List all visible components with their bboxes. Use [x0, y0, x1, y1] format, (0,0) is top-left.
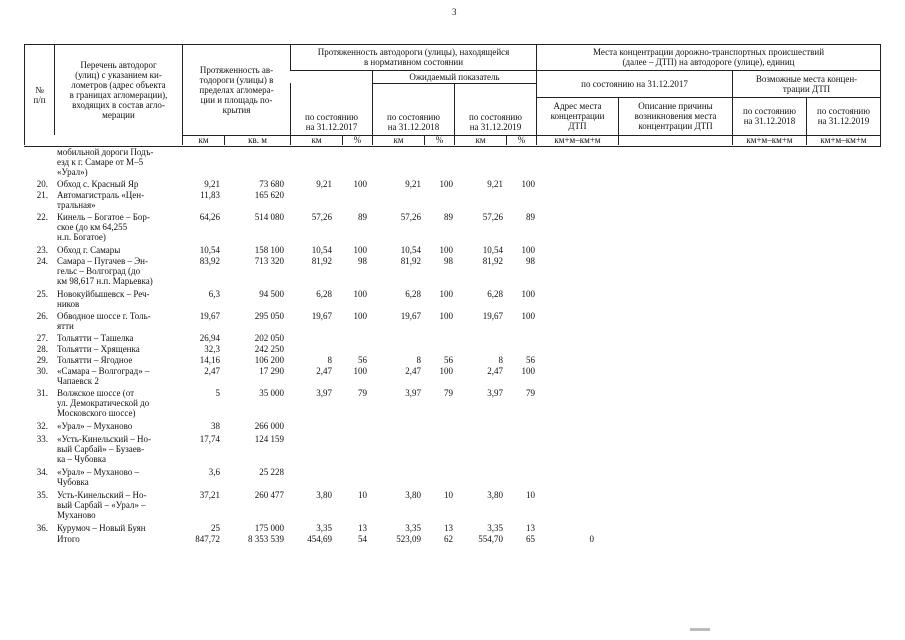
table-row — [24, 523, 880, 534]
normative-pct-2017: 79 — [358, 388, 367, 398]
expected-pct-2019: 100 — [521, 179, 535, 189]
area-sqm: 713 320 — [254, 256, 284, 266]
length-km: 25 — [211, 523, 220, 533]
normative-pct-2017: 10 — [358, 490, 367, 500]
area-sqm: 266 000 — [254, 421, 284, 431]
area-sqm: 158 100 — [254, 245, 284, 255]
road-name: Автомагистраль «Цен- тральная» — [57, 190, 145, 210]
expected-pct-2019: 98 — [526, 256, 535, 266]
table-row — [24, 490, 880, 523]
normative-pct-2017: 100 — [353, 289, 367, 299]
expected-pct-2019: 100 — [521, 289, 535, 299]
length-km: 5 — [215, 388, 220, 398]
unit-pct-2017: % — [342, 135, 372, 145]
expected-pct-2018: 89 — [444, 212, 453, 222]
normative-km-2017: 8 — [327, 355, 332, 365]
normative-km-2017: 10,54 — [311, 245, 332, 255]
table-row — [24, 190, 880, 212]
header-reason: Описание причины возникновения места концентрации ДТП — [618, 97, 732, 135]
normative-km-2017: 3,80 — [316, 490, 332, 500]
normative-pct-2017: 100 — [353, 245, 367, 255]
road-name: «Урал» – Муханово – Чубовка — [57, 467, 140, 487]
area-sqm: 106 200 — [254, 355, 284, 365]
expected-pct-2019: 13 — [526, 523, 535, 533]
expected-km-2018: 6,28 — [405, 289, 421, 299]
area-sqm: 25 228 — [259, 467, 284, 477]
unit-pct-2019: % — [506, 135, 536, 145]
area-sqm: 260 477 — [254, 490, 284, 500]
normative-km-2017: 19,67 — [311, 311, 332, 321]
expected-pct-2018: 100 — [439, 366, 453, 376]
header-idx: № п/п — [24, 44, 54, 145]
road-name: Самара – Пугачев – Эн- гельс – Волгоград (до км 98,617 н.п. Марьевка) — [57, 256, 153, 286]
normative-km-2017: 2,47 — [316, 366, 332, 376]
expected-pct-2018: 100 — [439, 245, 453, 255]
road-name: Тольятти – Ягодное — [57, 355, 133, 365]
expected-pct-2018: 10 — [444, 490, 453, 500]
header-2017: по состоянию на 31.12.2017 — [290, 83, 372, 135]
length-km: 11,83 — [200, 190, 220, 200]
table-header — [24, 44, 880, 147]
total-row — [24, 534, 880, 546]
road-name: «Урал» – Муханово — [57, 421, 133, 431]
normative-pct-2017: 54 — [358, 534, 367, 544]
expected-km-2019: 8 — [498, 355, 503, 365]
expected-km-2019: 10,54 — [482, 245, 503, 255]
area-sqm: 202 050 — [254, 333, 284, 343]
road-name: Тольятти – Хрященка — [57, 344, 140, 354]
normative-km-2017: 57,26 — [311, 212, 332, 222]
unit-km-2018: км — [372, 135, 424, 145]
expected-pct-2018: 79 — [444, 388, 453, 398]
road-name: мобильной дороги Подъ- езд к г. Самаре от М–5 «Урал») — [57, 147, 154, 177]
expected-km-2019: 81,92 — [482, 256, 503, 266]
road-name: Волжское шоссе (от ул. Демократической до Московского шоссе) — [57, 388, 150, 418]
expected-pct-2018: 100 — [439, 179, 453, 189]
row-number: 29. — [36, 355, 48, 365]
unit-km-2017: км — [290, 135, 342, 145]
row-number: 33. — [36, 434, 48, 444]
table-row — [24, 434, 880, 467]
roads-table — [24, 44, 880, 546]
header-address: Адрес места концентрации ДТП — [536, 97, 618, 135]
expected-pct-2018: 56 — [444, 355, 453, 365]
table-row — [24, 289, 880, 311]
unit-address: км+м–км+м — [536, 135, 618, 145]
unit-km-length: км — [182, 135, 224, 145]
area-sqm: 295 050 — [254, 311, 284, 321]
table-row — [24, 212, 880, 245]
road-name: Курумоч – Новый Буян — [57, 523, 146, 533]
length-km: 37,21 — [199, 490, 220, 500]
table-row — [24, 245, 880, 256]
row-number: 20. — [36, 179, 48, 189]
expected-km-2018: 8 — [416, 355, 421, 365]
expected-pct-2019: 56 — [526, 355, 535, 365]
length-km: 19,67 — [199, 311, 220, 321]
row-number: 36. — [36, 523, 48, 533]
expected-km-2018: 3,35 — [405, 523, 421, 533]
table-row — [24, 388, 880, 421]
length-km: 9,21 — [204, 179, 220, 189]
length-km: 83,92 — [199, 256, 220, 266]
road-name: «Усть-Кинельский – Но- вый Сарбай» – Бузаев- ка – Чубовка — [57, 434, 152, 464]
normative-pct-2017: 56 — [358, 355, 367, 365]
unit-sqm: кв. м — [224, 135, 290, 145]
header-expected: Ожидаемый показатель — [372, 70, 536, 83]
expected-pct-2019: 100 — [521, 311, 535, 321]
expected-km-2019: 3,80 — [487, 490, 503, 500]
normative-km-2017: 6,28 — [316, 289, 332, 299]
row-number: 30. — [36, 366, 48, 376]
header-dtp: Места концентрации дорожно-транспортных происшествий (далее – ДТП) на автодороге (улице), единиц — [536, 44, 880, 70]
length-km: 17,74 — [199, 434, 220, 444]
expected-pct-2018: 62 — [444, 534, 453, 544]
table-row — [24, 179, 880, 190]
normative-pct-2017: 100 — [353, 179, 367, 189]
road-name: Итого — [57, 534, 80, 544]
expected-pct-2019: 65 — [526, 534, 535, 544]
expected-pct-2019: 89 — [526, 212, 535, 222]
length-km: 2,47 — [204, 366, 220, 376]
expected-km-2018: 2,47 — [405, 366, 421, 376]
length-km: 847,72 — [195, 534, 220, 544]
normative-km-2017: 9,21 — [316, 179, 332, 189]
expected-km-2019: 554,70 — [478, 534, 503, 544]
page-number: 3 — [452, 7, 457, 17]
unit-possible-2018: км+м–км+м — [732, 135, 806, 145]
area-sqm: 73 680 — [259, 179, 284, 189]
table-row — [24, 366, 880, 388]
road-name: Тольятти – Ташелка — [57, 333, 134, 343]
area-sqm: 124 159 — [254, 434, 284, 444]
table-row — [24, 355, 880, 366]
expected-pct-2018: 100 — [439, 289, 453, 299]
area-sqm: 8 353 539 — [248, 534, 284, 544]
length-km: 38 — [211, 421, 220, 431]
unit-pct-2018: % — [424, 135, 454, 145]
scan-mark — [690, 628, 710, 631]
row-number: 26. — [36, 311, 48, 321]
row-number: 24. — [36, 256, 48, 266]
road-name: Новокуйбышевск – Реч- ников — [57, 289, 150, 309]
length-km: 32,3 — [204, 344, 220, 354]
row-number: 32. — [36, 421, 48, 431]
expected-km-2018: 9,21 — [405, 179, 421, 189]
expected-pct-2018: 98 — [444, 256, 453, 266]
road-name: Усть-Кинельский – Но- вый Сарбай – «Урал» – Муханово — [57, 490, 147, 520]
road-name: Обводное шоссе г. Толь- ятти — [57, 311, 151, 331]
header-2018: по состоянию на 31.12.2018 — [372, 83, 454, 135]
expected-pct-2019: 100 — [521, 366, 535, 376]
area-sqm: 242 250 — [254, 344, 284, 354]
length-km: 3,6 — [208, 467, 220, 477]
normative-pct-2017: 13 — [358, 523, 367, 533]
expected-km-2018: 3,97 — [405, 388, 421, 398]
length-km: 10,54 — [199, 245, 220, 255]
expected-pct-2018: 13 — [444, 523, 453, 533]
row-number: 34. — [36, 467, 48, 477]
expected-km-2019: 9,21 — [487, 179, 503, 189]
area-sqm: 165 620 — [254, 190, 284, 200]
expected-km-2019: 19,67 — [482, 311, 503, 321]
table-row — [24, 311, 880, 333]
unit-km-2019: км — [454, 135, 506, 145]
expected-km-2019: 57,26 — [482, 212, 503, 222]
area-sqm: 514 080 — [254, 212, 284, 222]
normative-km-2017: 454,69 — [307, 534, 332, 544]
header-length: Протяженность ав- тодороги (улицы) в пределах агломера- ции и площадь по- крытия — [182, 44, 290, 135]
expected-km-2019: 2,47 — [487, 366, 503, 376]
length-km: 26,94 — [199, 333, 220, 343]
length-km: 64,26 — [199, 212, 220, 222]
header-2019: по состоянию на 31.12.2019 — [454, 83, 536, 135]
normative-km-2017: 3,97 — [316, 388, 332, 398]
table-row — [24, 333, 880, 344]
normative-km-2017: 81,92 — [311, 256, 332, 266]
row-number: 21. — [36, 190, 48, 200]
unit-reason-empty — [618, 135, 732, 145]
expected-pct-2019: 10 — [526, 490, 535, 500]
length-km: 14,16 — [199, 355, 220, 365]
expected-km-2018: 57,26 — [400, 212, 421, 222]
road-name: Кинель – Богатое – Бор- ское (до км 64,255 н.п. Богатое) — [57, 212, 150, 242]
area-sqm: 35 000 — [259, 388, 284, 398]
normative-km-2017: 3,35 — [316, 523, 332, 533]
row-number: 27. — [36, 333, 48, 343]
expected-km-2018: 81,92 — [400, 256, 421, 266]
header-dtp-2017: по состоянию на 31.12.2017 — [536, 70, 732, 97]
expected-km-2019: 3,35 — [487, 523, 503, 533]
row-number: 28. — [36, 344, 48, 354]
table-row — [24, 147, 880, 179]
header-normative: Протяженность автодороги (улицы), находящейся в нормативном состоянии — [290, 44, 536, 70]
length-km: 6,3 — [208, 289, 220, 299]
expected-pct-2019: 79 — [526, 388, 535, 398]
dtp-count: 0 — [589, 534, 594, 544]
area-sqm: 175 000 — [254, 523, 284, 533]
row-number: 35. — [36, 490, 48, 500]
road-name: Обход с. Красный Яр — [57, 179, 139, 189]
table-row — [24, 467, 880, 490]
area-sqm: 17 290 — [259, 366, 284, 376]
expected-km-2018: 523,09 — [396, 534, 421, 544]
table-row — [24, 256, 880, 289]
normative-pct-2017: 100 — [353, 311, 367, 321]
expected-km-2019: 6,28 — [487, 289, 503, 299]
row-number: 22. — [36, 212, 48, 222]
expected-pct-2019: 100 — [521, 245, 535, 255]
expected-km-2018: 19,67 — [400, 311, 421, 321]
header-possible: Возможные места концен- трации ДТП — [732, 70, 880, 97]
table-row — [24, 421, 880, 434]
row-number: 31. — [36, 388, 48, 398]
table-body — [24, 147, 880, 546]
header-road-list: Перечень автодорог (улиц) с указанием ки- лометров (адрес объекта в границах агломерации), входящих в состав агло- мерации — [54, 44, 182, 135]
road-name: Обход г. Самары — [57, 245, 121, 255]
row-number: 25. — [36, 289, 48, 299]
normative-pct-2017: 98 — [358, 256, 367, 266]
row-number: 23. — [36, 245, 48, 255]
normative-pct-2017: 89 — [358, 212, 367, 222]
expected-km-2018: 10,54 — [400, 245, 421, 255]
expected-pct-2018: 100 — [439, 311, 453, 321]
header-possible-2018: по состоянию на 31.12.2018 — [732, 97, 806, 135]
expected-km-2018: 3,80 — [405, 490, 421, 500]
expected-km-2019: 3,97 — [487, 388, 503, 398]
normative-pct-2017: 100 — [353, 366, 367, 376]
area-sqm: 94 500 — [259, 289, 284, 299]
table-row — [24, 344, 880, 355]
header-possible-2019: по состоянию на 31.12.2019 — [806, 97, 880, 135]
unit-possible-2019: км+м–км+м — [806, 135, 880, 145]
road-name: «Самара – Волгоград» – Чапаевск 2 — [57, 366, 150, 386]
